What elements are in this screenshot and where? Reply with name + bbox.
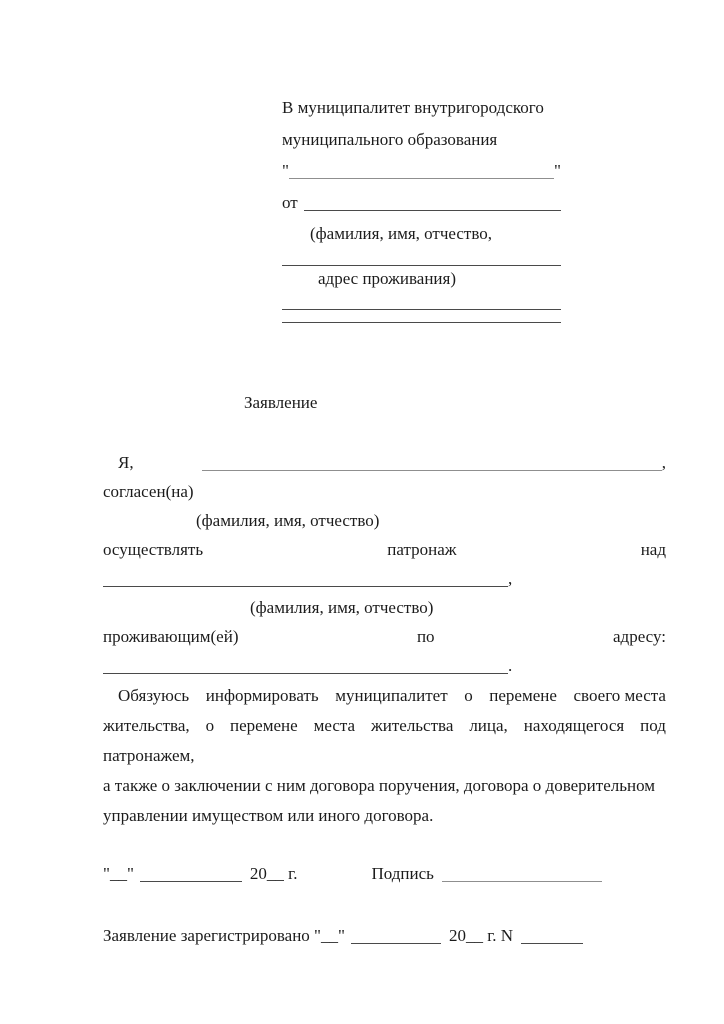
registration-month-field bbox=[351, 931, 441, 944]
address-line bbox=[103, 651, 666, 680]
registered-year: 20__ г. N bbox=[448, 926, 514, 945]
obligation-line-5: управлении имуществом или иного договора. bbox=[103, 806, 434, 825]
word: жительства, bbox=[103, 716, 190, 735]
header-line-1: В муниципалитет внутригородского bbox=[282, 98, 544, 117]
registered-label: Заявление зарегистрировано "__" bbox=[103, 926, 345, 945]
statement-body bbox=[103, 448, 666, 680]
registration-row bbox=[103, 920, 666, 951]
applicant-name-field bbox=[304, 198, 561, 211]
month-field bbox=[140, 869, 242, 882]
municipality-name-field bbox=[289, 166, 554, 179]
blank-line-2 bbox=[282, 294, 561, 307]
word: места bbox=[313, 716, 356, 735]
ward-line-comma: , bbox=[508, 569, 513, 588]
blank-field-2 bbox=[282, 297, 561, 310]
address-hint-header: адрес проживания) bbox=[318, 268, 457, 288]
obligation-line-2 bbox=[103, 711, 666, 741]
obligation-paragraph bbox=[103, 681, 666, 831]
blank-field-1 bbox=[282, 253, 561, 266]
word: осуществлять bbox=[103, 540, 204, 559]
word: перемене bbox=[489, 686, 557, 705]
address-field bbox=[103, 661, 508, 674]
date-year: 20__ г. bbox=[249, 864, 298, 883]
word: Обязуюсь bbox=[118, 686, 190, 705]
municipality-name-line bbox=[282, 155, 561, 187]
word: под bbox=[640, 716, 666, 735]
blank-line-1 bbox=[282, 250, 561, 263]
word: своего места bbox=[573, 686, 666, 705]
word: перемене bbox=[230, 716, 298, 735]
fio-hint-header: (фамилия, имя, отчество, bbox=[310, 224, 493, 243]
patronage-line bbox=[103, 535, 666, 564]
recipient-header bbox=[282, 92, 561, 320]
close-quote: " bbox=[554, 161, 561, 180]
document-title: Заявление bbox=[244, 393, 318, 412]
open-quote: " bbox=[282, 161, 289, 180]
header-line-2: муниципального образования bbox=[282, 129, 498, 149]
word: над bbox=[640, 540, 666, 559]
word: жительства bbox=[371, 716, 454, 735]
blank-field-3 bbox=[282, 310, 561, 323]
word: информировать bbox=[205, 686, 319, 705]
word: патронаж bbox=[387, 540, 457, 559]
from-label: от bbox=[282, 192, 298, 212]
word: по bbox=[416, 627, 435, 646]
ward-name-line bbox=[103, 564, 666, 593]
date-day-quotes: "__" bbox=[103, 864, 134, 883]
registration-number-field bbox=[521, 931, 583, 944]
obligation-line-3: патронажем, bbox=[103, 746, 195, 765]
fio-hint-2: (фамилия, имя, отчество) bbox=[250, 598, 434, 617]
word: находящегося bbox=[523, 716, 625, 735]
date-signature-row bbox=[103, 858, 666, 889]
word: лица, bbox=[469, 716, 508, 735]
obligation-line-1 bbox=[103, 681, 666, 711]
from-line bbox=[282, 187, 561, 219]
word: проживающим(ей) bbox=[103, 627, 239, 646]
living-line bbox=[103, 622, 666, 651]
i-label: Я, bbox=[118, 453, 134, 472]
fio-hint-1: (фамилия, имя, отчество) bbox=[196, 511, 380, 530]
word: адресу: bbox=[613, 627, 666, 646]
signature-label: Подпись bbox=[371, 864, 434, 883]
i-line-comma: , bbox=[661, 453, 666, 472]
signature-field bbox=[442, 869, 602, 882]
declarant-name-field bbox=[202, 458, 662, 471]
word: о bbox=[464, 686, 473, 705]
obligation-line-4: а также о заключении с ним договора поручения, договора о доверительном bbox=[103, 776, 656, 795]
address-line-period: . bbox=[508, 656, 513, 675]
agree-label: согласен(на) bbox=[103, 482, 194, 501]
word: о bbox=[205, 716, 215, 735]
ward-name-field bbox=[103, 574, 508, 587]
word: муниципалитет bbox=[335, 686, 448, 705]
i-line bbox=[103, 448, 666, 477]
